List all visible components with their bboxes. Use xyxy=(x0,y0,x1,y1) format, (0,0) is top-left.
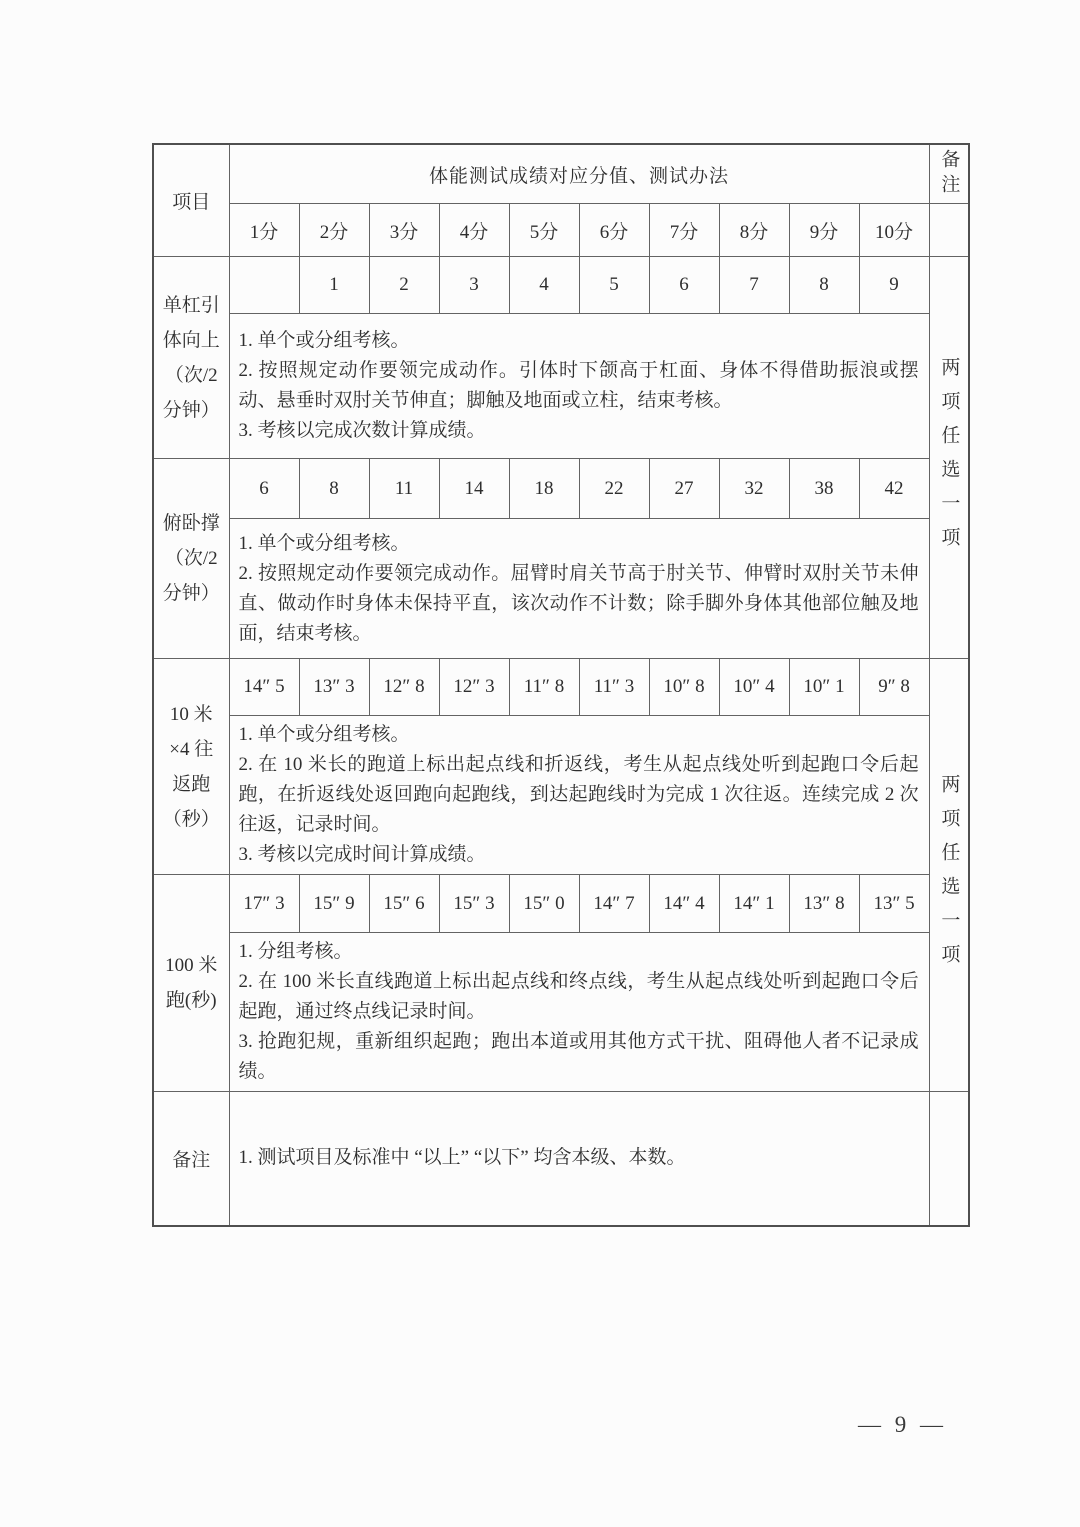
methods-cell-pullups xyxy=(229,314,929,459)
row-label-pullups xyxy=(153,257,229,459)
remark-column-header: 备注 xyxy=(929,144,969,204)
value-cell: 5 xyxy=(579,257,649,314)
value-cell: 13″ 5 xyxy=(859,875,929,933)
fitness-score-table xyxy=(152,143,970,1227)
row-label-line: 体向上 xyxy=(162,329,220,351)
value-cell: 3 xyxy=(439,257,509,314)
methods-cell-pushups xyxy=(229,519,929,659)
method-line: 1. 单个或分组考核。 xyxy=(238,330,410,351)
value-cell: 14 xyxy=(439,459,509,519)
method-line: 2. 在 100 米长直线跑道上标出起点线和终点线，考生从起点线处听到起跑口令后起跑，通过终点线记录时间。 xyxy=(238,971,919,1022)
value-cell: 6 xyxy=(649,257,719,314)
value-cell: 13″ 3 xyxy=(299,659,369,716)
shuttle-run-methods-row xyxy=(153,716,969,875)
value-cell: 7 xyxy=(719,257,789,314)
value-cell: 22 xyxy=(579,459,649,519)
side-note-choose-one-of-two-lower xyxy=(929,659,969,1092)
side-note-choose-one-of-two-upper xyxy=(929,257,969,659)
value-cell: 10″ 8 xyxy=(649,659,719,716)
value-cell: 27 xyxy=(649,459,719,519)
value-cell: 14″ 1 xyxy=(719,875,789,933)
method-line: 2. 在 10 米长的跑道上标出起点线和折返线，考生从起点线处听到起跑口令后起跑，在折返线处返回跑向起跑线，到达起跑线时为完成 1 次往返。连续完成 2 次往返，记录时间。 xyxy=(238,754,919,835)
value-cell: 14″ 7 xyxy=(579,875,649,933)
remark-empty-cell xyxy=(929,204,969,257)
score-header-4: 4分 xyxy=(439,204,509,257)
score-header-6: 6分 xyxy=(579,204,649,257)
remark-empty-cell-bottom xyxy=(929,1092,969,1226)
row-label-line: ×4 往 xyxy=(169,738,214,760)
methods-cell-shuttle-run xyxy=(229,716,929,875)
value-cell: 15″ 9 xyxy=(299,875,369,933)
sprint-methods-row xyxy=(153,933,969,1092)
value-cell: 9 xyxy=(859,257,929,314)
method-line: 1. 单个或分组考核。 xyxy=(238,724,410,745)
table-title: 体能测试成绩对应分值、测试办法 xyxy=(229,144,929,204)
row-label-line: 100 米 xyxy=(165,955,218,976)
value-cell: 11″ 8 xyxy=(509,659,579,716)
score-header-3: 3分 xyxy=(369,204,439,257)
methods-cell-100m-run xyxy=(229,933,929,1092)
value-cell: 8 xyxy=(789,257,859,314)
method-line: 3. 考核以完成时间计算成绩。 xyxy=(238,844,486,865)
side-note-text: 两项任选一项 xyxy=(938,356,960,561)
method-line: 2. 按照规定动作要领完成动作。引体时下颌高于杠面、身体不得借助振浪或摆动、悬垂时双肘关节伸直；脚触及地面或立柱，结束考核。 xyxy=(238,360,919,411)
value-cell: 10″ 1 xyxy=(789,659,859,716)
row-label-line: 分钟） xyxy=(162,399,220,421)
value-cell: 14″ 4 xyxy=(649,875,719,933)
score-header-7: 7分 xyxy=(649,204,719,257)
pushups-methods-row xyxy=(153,519,969,659)
row-label-line: 俯卧撑 xyxy=(162,513,220,534)
method-line: 3. 抢跑犯规，重新组织起跑；跑出本道或用其他方式干扰、阻碍他人者不记录成绩。 xyxy=(238,1031,919,1082)
method-line: 3. 考核以完成次数计算成绩。 xyxy=(238,420,486,441)
row-label-pushups xyxy=(153,459,229,659)
value-cell: 6 xyxy=(229,459,299,519)
value-cell: 17″ 3 xyxy=(229,875,299,933)
shuttle-run-values-row xyxy=(153,659,969,716)
value-cell: 11″ 3 xyxy=(579,659,649,716)
value-cell: 12″ 3 xyxy=(439,659,509,716)
row-label-line: （次/2 xyxy=(164,364,218,386)
value-cell: 12″ 8 xyxy=(369,659,439,716)
row-label-line: 分钟） xyxy=(162,583,220,604)
value-cell: 15″ 3 xyxy=(439,875,509,933)
value-cell: 15″ 0 xyxy=(509,875,579,933)
pullups-values-row xyxy=(153,257,969,314)
score-header-10: 10分 xyxy=(859,204,929,257)
remark-row-content: 1. 测试项目及标准中 “以上” “以下” 均含本级、本数。 xyxy=(229,1092,929,1226)
remark-row-label: 备注 xyxy=(153,1092,229,1226)
row-label-line: （秒） xyxy=(162,808,220,830)
value-cell: 32 xyxy=(719,459,789,519)
value-cell: 15″ 6 xyxy=(369,875,439,933)
header-row-2 xyxy=(153,204,969,257)
value-cell: 10″ 4 xyxy=(719,659,789,716)
pullups-methods-row xyxy=(153,314,969,459)
row-label-shuttle-run xyxy=(153,659,229,875)
score-header-1: 1分 xyxy=(229,204,299,257)
value-cell: 11 xyxy=(369,459,439,519)
method-line: 2. 按照规定动作要领完成动作。屈臂时肩关节高于肘关节、伸臂时双肘关节未伸直、做动作时身体未保持平直，该次动作不计数；除手脚外身体其他部位触及地面，结束考核。 xyxy=(238,562,919,644)
page-number: — 9 — xyxy=(858,1412,947,1437)
value-cell: 9″ 8 xyxy=(859,659,929,716)
value-cell: 18 xyxy=(509,459,579,519)
value-cell: 8 xyxy=(299,459,369,519)
value-cell: 2 xyxy=(369,257,439,314)
row-label-line: 单杠引 xyxy=(162,294,220,316)
method-line: 1. 单个或分组考核。 xyxy=(238,532,410,554)
sprint-values-row xyxy=(153,875,969,933)
score-header-8: 8分 xyxy=(719,204,789,257)
value-cell: 1 xyxy=(299,257,369,314)
value-cell: 14″ 5 xyxy=(229,659,299,716)
method-line: 1. 分组考核。 xyxy=(238,941,353,962)
row-label-line: 10 米 xyxy=(169,703,213,725)
score-header-9: 9分 xyxy=(789,204,859,257)
project-column-header: 项目 xyxy=(153,144,229,257)
value-cell: 13″ 8 xyxy=(789,875,859,933)
side-note-text: 两项任选一项 xyxy=(938,774,960,978)
header-row-1 xyxy=(153,144,969,204)
row-label-100m-run xyxy=(153,875,229,1092)
score-header-2: 2分 xyxy=(299,204,369,257)
row-label-line: 跑(秒) xyxy=(165,990,217,1011)
pushups-values-row xyxy=(153,459,969,519)
remark-row xyxy=(153,1092,969,1226)
value-cell: 38 xyxy=(789,459,859,519)
row-label-line: 返跑 xyxy=(172,773,211,795)
score-header-5: 5分 xyxy=(509,204,579,257)
row-label-line: （次/2 xyxy=(164,548,218,569)
value-cell xyxy=(229,257,299,314)
value-cell: 4 xyxy=(509,257,579,314)
value-cell: 42 xyxy=(859,459,929,519)
